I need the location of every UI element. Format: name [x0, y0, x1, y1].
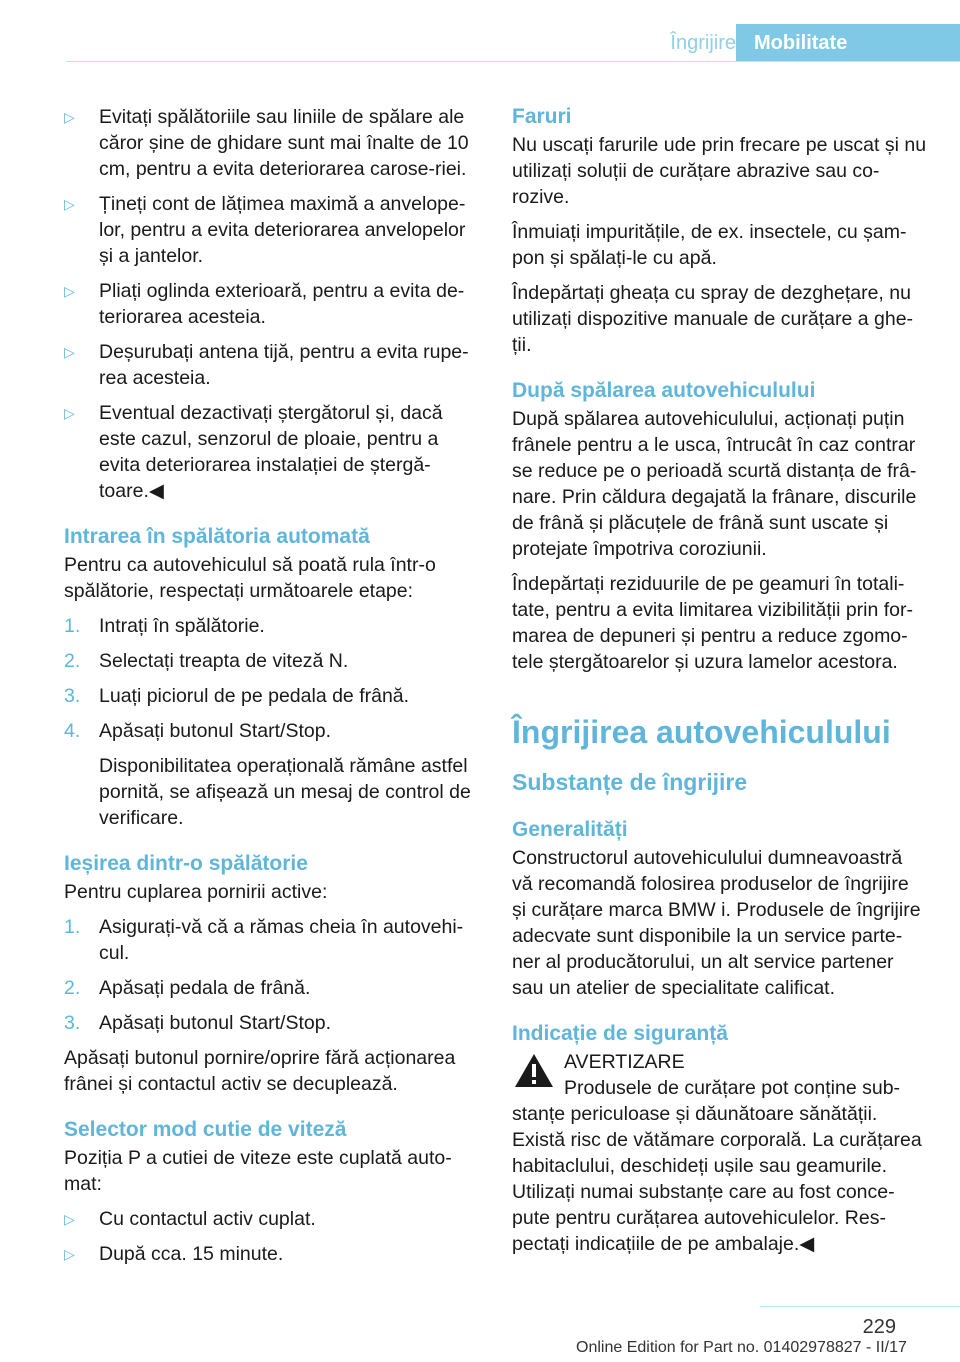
section-tab-mobilitate[interactable]: Mobilitate [736, 24, 960, 62]
step-item [64, 718, 479, 744]
list-item [64, 339, 479, 391]
edition-footer: Online Edition for Part no. 01402978827 - II/17 [576, 1339, 907, 1356]
paragraph: Nu uscați farurile ude prin frecare pe uscat și nu utilizați soluții de curățare abrazive sau co‐rozive. [512, 134, 927, 208]
right-column [512, 104, 927, 1266]
list-item [64, 278, 479, 330]
step-item [64, 975, 479, 1001]
warning-text-line: Produsele de curățare pot conține sub‐ [564, 1077, 901, 1099]
bullet-icon: ▷ [64, 1211, 75, 1227]
step-number: 3. [64, 685, 81, 707]
heading-substante: Substanțe de îngrijire [512, 769, 748, 795]
heading-selector: Selector mod cutie de viteză [64, 1118, 347, 1141]
step-text: Apăsați butonul Start/Stop. [99, 720, 331, 742]
header-divider [66, 61, 960, 62]
step-number: 2. [64, 977, 81, 999]
step-number: 1. [64, 615, 81, 637]
step-text: Apăsați pedala de frână. [99, 977, 311, 999]
heading-iesirea: Ieșirea dintr-o spălătorie [64, 852, 308, 875]
step-number: 1. [64, 916, 81, 938]
left-column [64, 104, 479, 1276]
heading-ingrijirea: Îngrijirea autovehiculului [512, 714, 891, 750]
step-item [64, 613, 479, 639]
paragraph: Îndepărtați reziduurile de pe geamuri în totali‐tate, pentru a evita limitarea vizibilității prin for‐marea de depuneri și pentru a reduce zgomo‐tele ștergătoarelor și uzura lamelor acestora. [512, 573, 913, 673]
paragraph: Constructorul autovehiculului dumneavoastră vă recomandă folosirea produselor de îngrijire și curățare marca BMW i. Produsele de îngrijire adecvate sunt disponibile la un service parte‐ner al producătorului, un alt service partener sau un atelier de specialitate calificat. [512, 847, 921, 999]
list-item-text: Cu contactul activ cuplat. [99, 1208, 316, 1230]
bullet-icon: ▷ [64, 1246, 75, 1262]
bullet-icon: ▷ [64, 283, 75, 299]
paragraph: Apăsați butonul pornire/oprire fără acționarea frânei și contactul activ se decuplează. [64, 1047, 456, 1095]
step-text: Intrați în spălătorie. [99, 615, 265, 637]
list-item-text: Deșurubați antena tijă, pentru a evita rupe‐rea acesteia. [99, 341, 469, 389]
warning-box [512, 1049, 927, 1101]
heading-dupa-spalare: După spălarea autovehiculului [512, 379, 816, 402]
paragraph: Înmuiați impuritățile, de ex. insectele, cu șam‐pon și spălați-le cu apă. [512, 221, 907, 269]
step-item [64, 648, 479, 674]
list-item [64, 1206, 479, 1232]
warning-triangle-icon [514, 1053, 554, 1088]
heading-generalitati: Generalități [512, 818, 628, 841]
step-item [64, 683, 479, 709]
step-number: 2. [64, 650, 81, 672]
list-item [64, 400, 479, 504]
step-text: Apăsați butonul Start/Stop. [99, 1012, 331, 1034]
step-number: 4. [64, 720, 81, 742]
step-text: Asigurați-vă că a rămas cheia în autovehi‐cul. [99, 916, 464, 964]
heading-faruri: Faruri [512, 105, 572, 128]
section-tab-ingrijire[interactable]: Îngrijire [670, 32, 736, 54]
page-number: 229 [862, 1316, 896, 1338]
step-number: 3. [64, 1012, 81, 1034]
step-note [64, 753, 479, 831]
paragraph: După spălarea autovehiculului, acționați puțin frânele pentru a le usca, întrucât în caz contrar se reduce pe o perioadă scurtă distanța de frâ‐nare. Prin căldura degajată la frânare, discurile de frână și plăcuțele de frână sunt uscate și protejate împotriva coroziunii. [512, 408, 917, 560]
bullet-icon: ▷ [64, 405, 75, 421]
warning-text: stanțe periculoase și dăunătoare sănătății. Există risc de vătămare corporală. La curățarea habitaclului, deschideți ușile sau geamurile. Utilizați numai substanțe care au fost conce‐pute pentru curățarea autovehiculelor. Res‐pectați indicațiile de pe ambalaje.◀ [512, 1103, 922, 1255]
list-item-text: Pliați oglinda exterioară, pentru a evita de‐teriorarea acesteia. [99, 280, 465, 328]
paragraph: Pentru cuplarea pornirii active: [64, 881, 328, 903]
heading-indicatie: Indicație de siguranță [512, 1022, 728, 1045]
step-item [64, 1010, 479, 1036]
step-text: Selectați treapta de viteză N. [99, 650, 349, 672]
list-item [64, 191, 479, 269]
bullet-icon: ▷ [64, 344, 75, 360]
list-item-text: Țineți cont de lățimea maximă a anvelope‐lor, pentru a evita deteriorarea anvelopelor și a jantelor. [99, 193, 466, 267]
bullet-icon: ▷ [64, 109, 75, 125]
step-text: Luați piciorul de pe pedala de frână. [99, 685, 410, 707]
list-item [64, 1241, 479, 1267]
paragraph: Pentru ca autovehiculul să poată rula într-o spălătorie, respectați următoarele etape: [64, 554, 436, 602]
paragraph: Poziția P a cutiei de viteze este cuplată auto‐mat: [64, 1147, 452, 1195]
step-note-text: Disponibilitatea operațională rămâne astfel pornită, se afișează un mesaj de control de verificare. [99, 755, 471, 829]
list-item-text: Evitați spălătoriile sau liniile de spălare ale căror șine de ghidare sunt mai înalte de 10 cm, pentru a evita deteriorarea carose‐riei. [99, 106, 469, 180]
bullet-icon: ▷ [64, 196, 75, 212]
footer-divider [760, 1306, 960, 1307]
heading-intrarea: Intrarea în spălătoria automată [64, 525, 370, 548]
list-item [64, 104, 479, 182]
list-item-text: După cca. 15 minute. [99, 1243, 284, 1265]
list-item-text: Eventual dezactivați ștergătorul și, dacă este cazul, senzorul de ploaie, pentru a evita deteriorarea instalației de ștergă‐toare.◀ [99, 402, 443, 502]
step-item [64, 914, 479, 966]
paragraph: Îndepărtați gheața cu spray de dezghețare, nu utilizați dispozitive manuale de curățare a ghe‐ții. [512, 282, 914, 356]
warning-title: AVERTIZARE [564, 1051, 685, 1073]
